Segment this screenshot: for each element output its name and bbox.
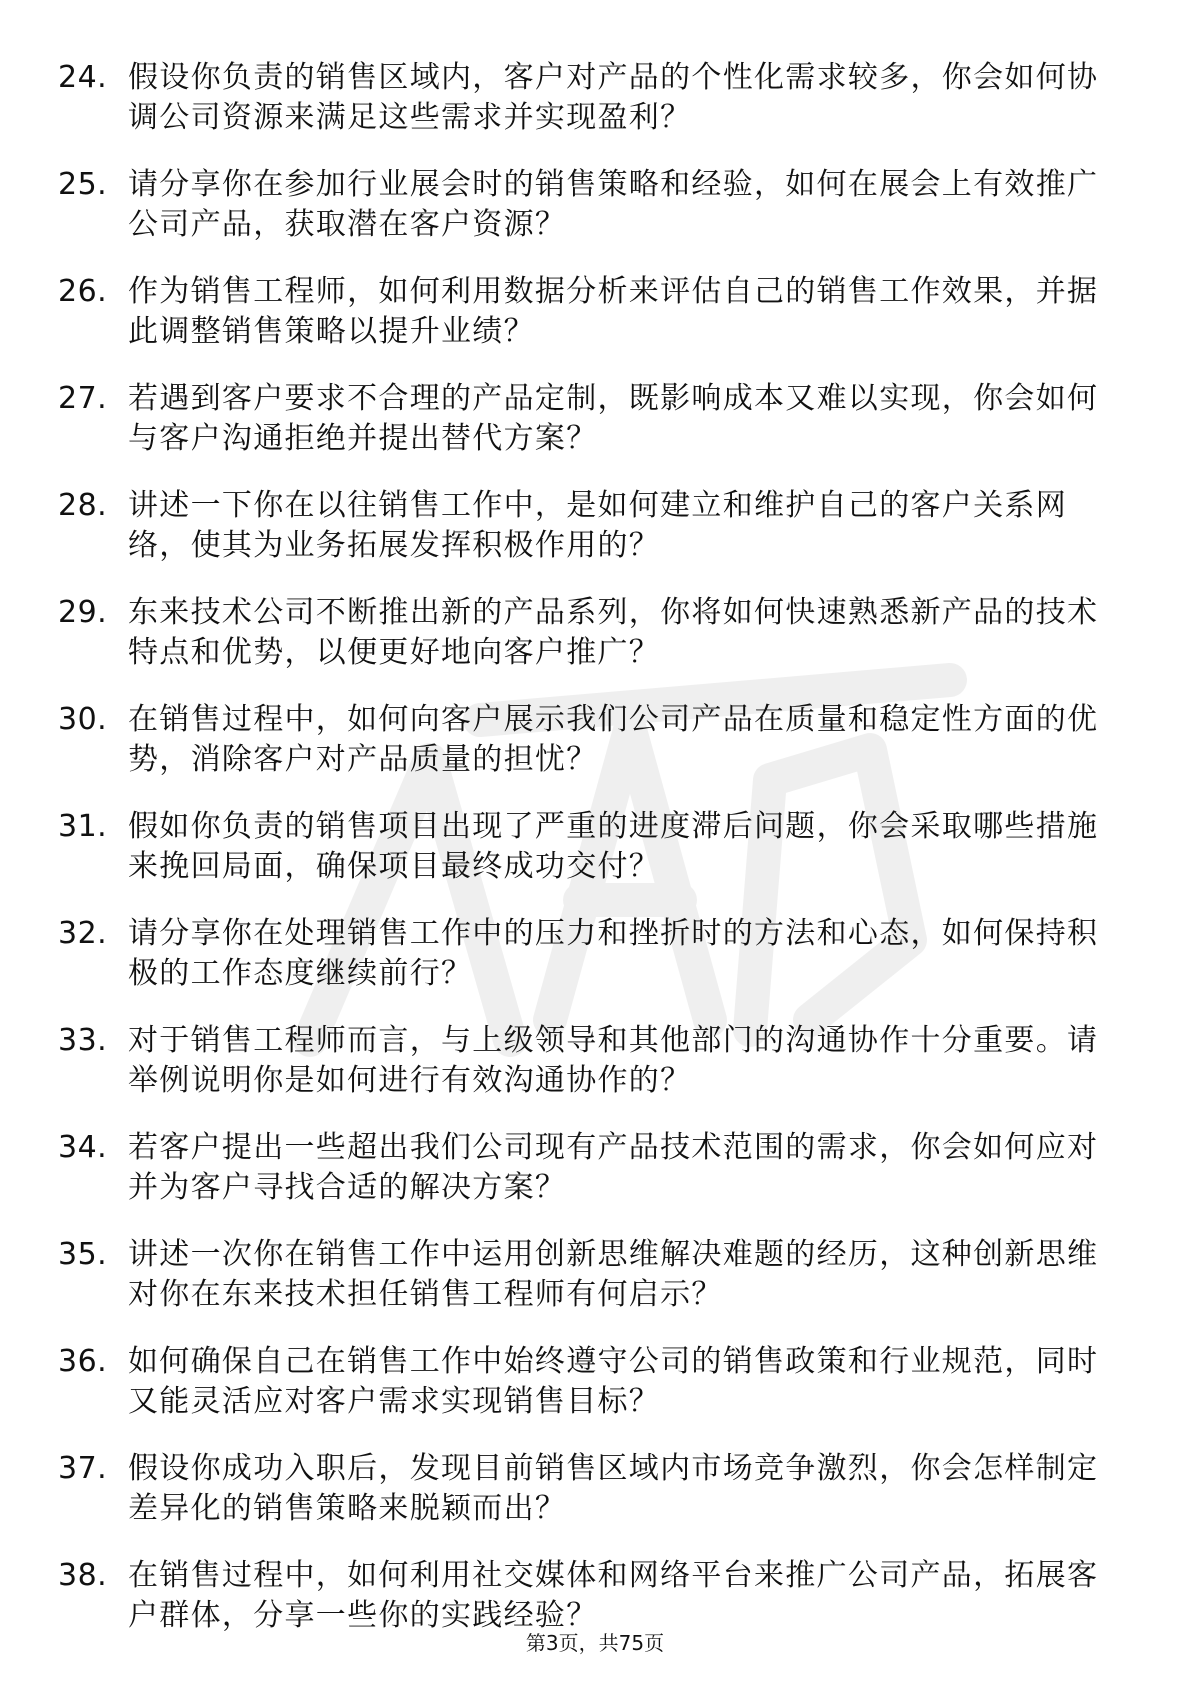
question-text: 讲述一次你在销售工作中运用创新思维解决难题的经历，这种创新思维对你在东来技术担任销售工程师有何启示？: [128, 1237, 1099, 1312]
question-text: 若客户提出一些超出我们公司现有产品技术范围的需求，你会如何应对并为客户寻找合适的解决方案？: [128, 1130, 1099, 1205]
question-number: 28.: [58, 488, 108, 523]
question-text: 讲述一下你在以往销售工作中，是如何建立和维护自己的客户关系网络，使其为业务拓展发挥积极作用的？: [128, 488, 1067, 563]
question-number: 36.: [58, 1344, 108, 1379]
question-number: 38.: [58, 1558, 108, 1593]
question-text: 东来技术公司不断推出新的产品系列，你将如何快速熟悉新产品的技术特点和优势，以便更好地向客户推广？: [128, 595, 1099, 670]
question-text: 对于销售工程师而言，与上级领导和其他部门的沟通协作十分重要。请举例说明你是如何进行有效沟通协作的？: [128, 1023, 1099, 1098]
page-footer: 第3页，共75页: [525, 1631, 665, 1655]
question-number: 37.: [58, 1451, 108, 1486]
question-text: 在销售过程中，如何利用社交媒体和网络平台来推广公司产品，拓展客户群体，分享一些你的实践经验？: [128, 1558, 1099, 1633]
question-number: 24.: [58, 60, 108, 95]
question-number: 30.: [58, 702, 108, 737]
question-number: 25.: [58, 167, 108, 202]
question-text: 假设你成功入职后，发现目前销售区域内市场竞争激烈，你会怎样制定差异化的销售策略来脱颖而出？: [128, 1451, 1099, 1526]
list-item: [58, 700, 1118, 780]
list-item: [58, 1342, 1118, 1422]
list-item: [58, 486, 1118, 566]
question-text: 假设你负责的销售区域内，客户对产品的个性化需求较多，你会如何协调公司资源来满足这些需求并实现盈利？: [128, 60, 1099, 135]
question-number: 29.: [58, 595, 108, 630]
question-number: 27.: [58, 381, 108, 416]
question-text: 请分享你在参加行业展会时的销售策略和经验，如何在展会上有效推广公司产品，获取潜在客户资源？: [128, 167, 1099, 242]
list-item: [58, 914, 1118, 994]
list-item: [58, 58, 1118, 138]
question-number: 34.: [58, 1130, 108, 1165]
list-item: [58, 1235, 1118, 1315]
list-item: [58, 1128, 1118, 1208]
list-item: [58, 1021, 1118, 1101]
question-text: 若遇到客户要求不合理的产品定制，既影响成本又难以实现，你会如何与客户沟通拒绝并提出替代方案？: [128, 381, 1099, 456]
question-text: 假如你负责的销售项目出现了严重的进度滞后问题，你会采取哪些措施来挽回局面，确保项目最终成功交付？: [128, 809, 1099, 884]
question-text: 在销售过程中，如何向客户展示我们公司产品在质量和稳定性方面的优势，消除客户对产品质量的担忧？: [128, 702, 1099, 777]
question-text: 作为销售工程师，如何利用数据分析来评估自己的销售工作效果，并据此调整销售策略以提升业绩？: [128, 274, 1099, 349]
list-item: [58, 272, 1118, 352]
question-number: 31.: [58, 809, 108, 844]
list-item: [58, 1449, 1118, 1529]
question-number: 35.: [58, 1237, 108, 1272]
question-text: 请分享你在处理销售工作中的压力和挫折时的方法和心态，如何保持积极的工作态度继续前行？: [128, 916, 1099, 991]
question-number: 33.: [58, 1023, 108, 1058]
question-number: 32.: [58, 916, 108, 951]
list-item: [58, 593, 1118, 673]
question-number: 26.: [58, 274, 108, 309]
list-item: [58, 165, 1118, 245]
question-list: [58, 58, 1118, 1663]
list-item: [58, 379, 1118, 459]
list-item: [58, 807, 1118, 887]
question-text: 如何确保自己在销售工作中始终遵守公司的销售政策和行业规范，同时又能灵活应对客户需求实现销售目标？: [128, 1344, 1099, 1419]
list-item: [58, 1556, 1118, 1636]
